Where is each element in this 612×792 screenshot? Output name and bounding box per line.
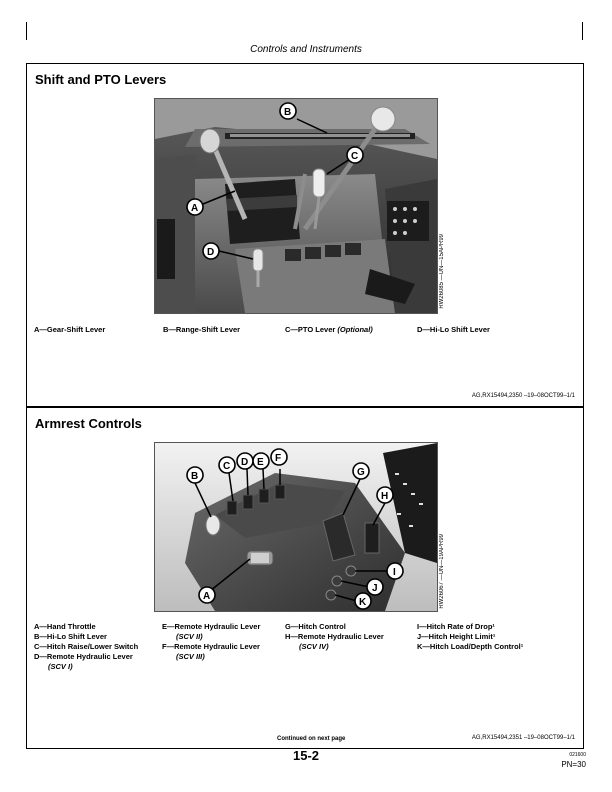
legend-item-c: C—PTO Lever (Optional) <box>285 325 373 334</box>
svg-text:A: A <box>203 591 211 602</box>
figure-code: RW26085 —UN—15APR99 <box>439 234 445 309</box>
svg-text:B: B <box>191 471 199 482</box>
svg-text:C: C <box>223 461 231 472</box>
page-number: 15-2 <box>292 748 320 763</box>
reference-code: AG,RX15494,2351 –19–08OCT99–1/1 <box>471 735 575 741</box>
svg-text:I: I <box>393 567 396 578</box>
section-armrest-controls <box>26 407 584 749</box>
callout-g <box>353 463 369 479</box>
svg-text:F: F <box>275 453 282 464</box>
svg-text:K: K <box>359 597 367 608</box>
svg-text:J: J <box>372 583 378 594</box>
svg-text:D: D <box>241 457 249 468</box>
callout-j <box>367 579 383 595</box>
callout-b <box>187 467 203 483</box>
pn-code: PN=30 <box>561 760 586 769</box>
section-title: Shift and PTO Levers <box>35 72 167 87</box>
legend-column-3: G—Hitch Control H—Remote Hydraulic Lever (SCV IV) <box>285 622 384 651</box>
svg-text:D: D <box>207 247 215 258</box>
callout-a <box>187 199 203 215</box>
legend-item-b: B—Range-Shift Lever <box>163 325 241 334</box>
reference-code: AG,RX15494,2350 –19–08OCT99–1/1 <box>471 393 575 399</box>
figure-code: RW26067 —UN—19APR99 <box>439 534 445 609</box>
legend-item-a: A—Gear-Shift Lever <box>34 325 106 334</box>
callout-k <box>355 593 371 609</box>
margin-rule-left <box>26 22 27 40</box>
svg-text:B: B <box>284 107 292 118</box>
date-code: 021600 <box>569 752 586 758</box>
svg-text:G: G <box>357 467 365 478</box>
armrest-controls-photo <box>154 442 438 612</box>
callout-c <box>219 457 235 473</box>
svg-text:A: A <box>191 203 199 214</box>
callout-a <box>199 587 215 603</box>
legend-column-1: A—Hand Throttle B—Hi-Lo Shift Lever C—Hitch Raise/Lower Switch D—Remote Hydraulic Lever (SCV I) <box>34 622 139 671</box>
svg-text:E: E <box>257 457 264 468</box>
legend-column-2: E—Remote Hydraulic Lever (SCV II) F—Remote Hydraulic Lever (SCV III) <box>162 622 261 661</box>
callout-c <box>347 147 363 163</box>
callout-b <box>280 103 296 119</box>
shift-levers-photo <box>154 98 438 314</box>
continued-note: Continued on next page <box>277 736 346 742</box>
section-shift-pto-levers <box>26 63 584 407</box>
callout-i <box>387 563 403 579</box>
callout-f <box>271 449 287 465</box>
svg-text:C: C <box>351 151 359 162</box>
legend-column-4: I—Hitch Rate of Drop¹ J—Hitch Height Limit¹ K—Hitch Load/Depth Control¹ <box>417 622 524 651</box>
svg-text:H: H <box>381 491 389 502</box>
callout-d <box>237 453 253 469</box>
running-header: Controls and Instruments <box>250 44 362 55</box>
margin-rule-right <box>582 22 583 40</box>
legend-item-d: D—Hi-Lo Shift Lever <box>417 325 490 334</box>
callout-d <box>203 243 219 259</box>
callout-e <box>253 453 269 469</box>
section-title: Armrest Controls <box>35 416 142 431</box>
callout-h <box>377 487 393 503</box>
